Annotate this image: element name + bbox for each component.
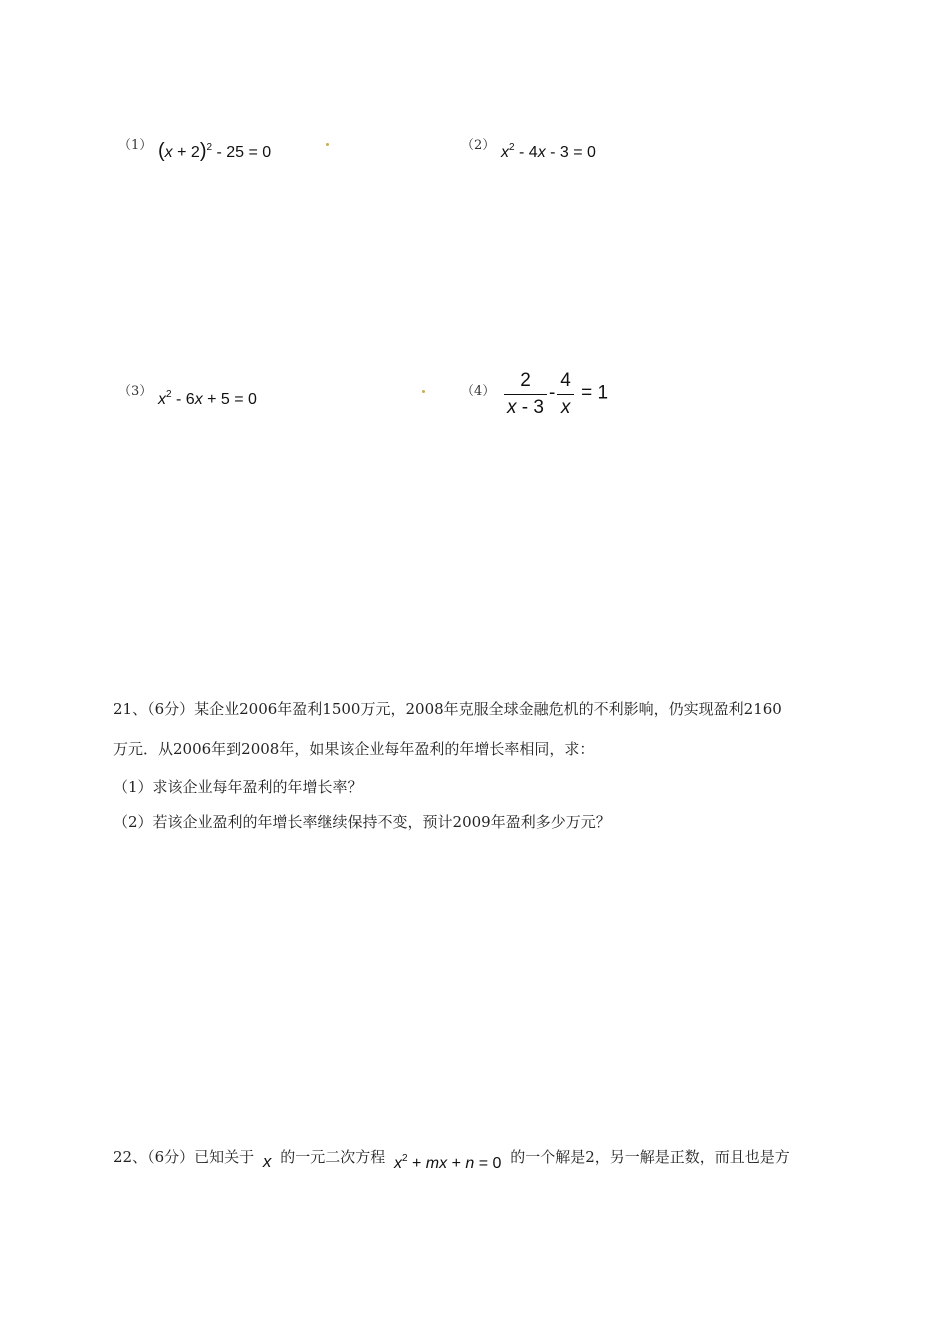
question-22-suffix: 的一个解是2，另一解是正数，而且也是方	[510, 1148, 790, 1166]
problem-2-label: （2）	[461, 138, 496, 153]
variable-x: x	[262, 1152, 272, 1171]
question-22-prefix: 22、（6分）已知关于	[113, 1148, 255, 1166]
equation-4: $\frac{2}{x - 3}$ - $\frac{4}{x}$ = 1	[502, 370, 608, 419]
question-22-line-1	[113, 1146, 790, 1172]
question-21-line-2: 万元．从2006年到2008年，如果该企业每年盈利的年增长率相同，求：	[113, 740, 595, 758]
problem-4-label: （4）	[461, 384, 496, 399]
equation-2: $x^2 - 4x - 3 = 0$	[501, 142, 596, 161]
question-22-middle: 的一元二次方程	[280, 1148, 386, 1166]
question-21-sub-2: （2）若该企业盈利的年增长率继续保持不变，预计2009年盈利多少万元？	[113, 813, 611, 831]
problem-3-label: （3）	[118, 384, 153, 399]
problem-1-label: （1）	[118, 138, 153, 153]
equation-q22: $x^2$ + mx + n = 0	[394, 1153, 502, 1172]
stray-dot	[326, 143, 329, 146]
equation-1: $(x + 2)^2 - 25 = 0$	[158, 140, 272, 162]
stray-dot	[422, 390, 425, 393]
question-21-sub-1: （1）求该企业每年盈利的年增长率？	[113, 778, 363, 796]
equation-3: $x^2 - 6x + 5 = 0$	[158, 389, 257, 408]
question-21-line-1: 21、（6分）某企业2006年盈利1500万元，2008年克服全球金融危机的不利影响，仍实现盈利2160	[113, 700, 782, 718]
